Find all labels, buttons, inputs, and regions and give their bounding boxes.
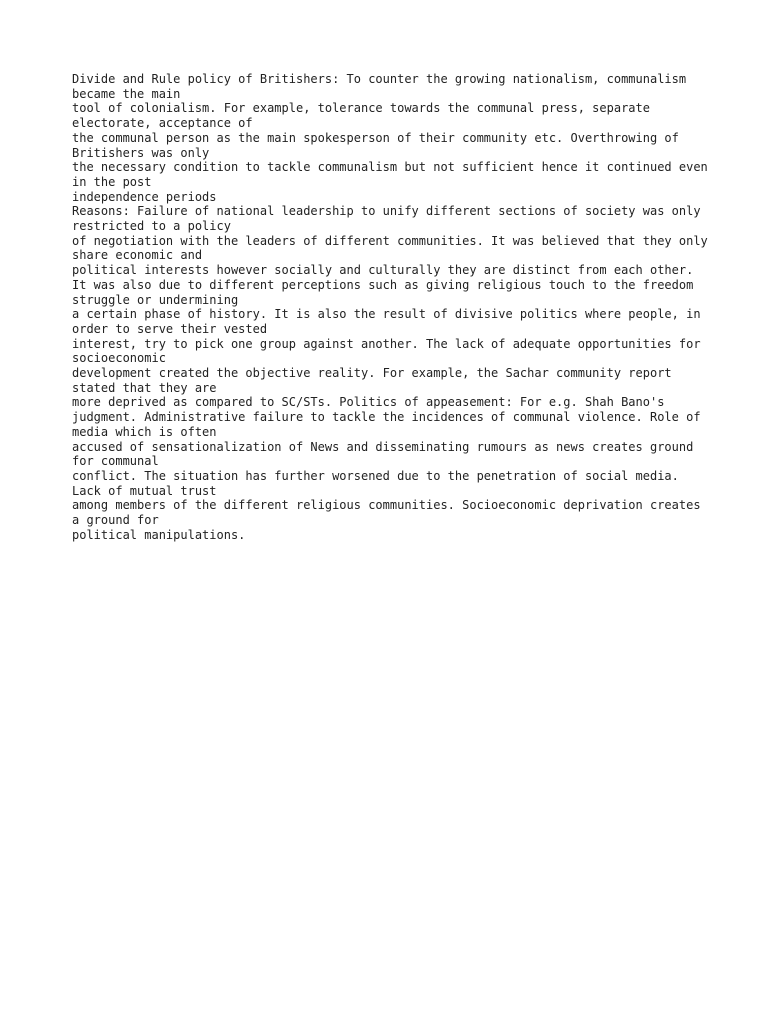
text-line: a certain phase of history. It is also the result of divisive politics where people, in order to serve their vested — [72, 307, 701, 336]
text-line: Divide and Rule policy of Britishers: To counter the growing nationalism, communalism became the main — [72, 72, 687, 101]
text-line: accused of sensationalization of News and disseminating rumours as news creates ground for communal — [72, 439, 694, 469]
text-line: independence periods — [72, 189, 217, 204]
text-line: tool of colonialism. For example, tolerance towards the communal press, separate electorate, acceptance of — [72, 101, 650, 131]
text-line: the communal person as the main spokesperson of their community etc. Overthrowing of Britishers was only — [72, 130, 679, 160]
text-line: It was also due to different perceptions such as giving religious touch to the freedom struggle or undermining — [72, 277, 694, 307]
text-line: among members of the different religious communities. Socioeconomic deprivation creates a ground for — [72, 498, 701, 528]
text-line: development created the objective reality. For example, the Sachar community report stated that they are — [72, 366, 672, 395]
text-line: political manipulations. — [72, 527, 246, 542]
text-line: conflict. The situation has further worsened due to the penetration of social media. Lack of mutual trust — [72, 468, 679, 498]
text-line: more deprived as compared to SC/STs. Politics of appeasement: For e.g. Shah Bano's judgment. Administrative failure to tackle the incidences of communal violence. Role of media which is often — [72, 395, 701, 439]
text-line: interest, try to pick one group against another. The lack of adequate opportunities for socioeconomic — [72, 336, 701, 366]
text-line: the necessary condition to tackle communalism but not sufficient hence it continued even in the post — [72, 160, 708, 189]
text-line: Reasons: Failure of national leadership to unify different sections of society was only restricted to a policy — [72, 204, 701, 234]
document-text — [72, 72, 712, 543]
text-line: political interests however socially and culturally they are distinct from each other. — [72, 263, 694, 278]
text-line: of negotiation with the leaders of different communities. It was believed that they only share economic and — [72, 233, 708, 263]
